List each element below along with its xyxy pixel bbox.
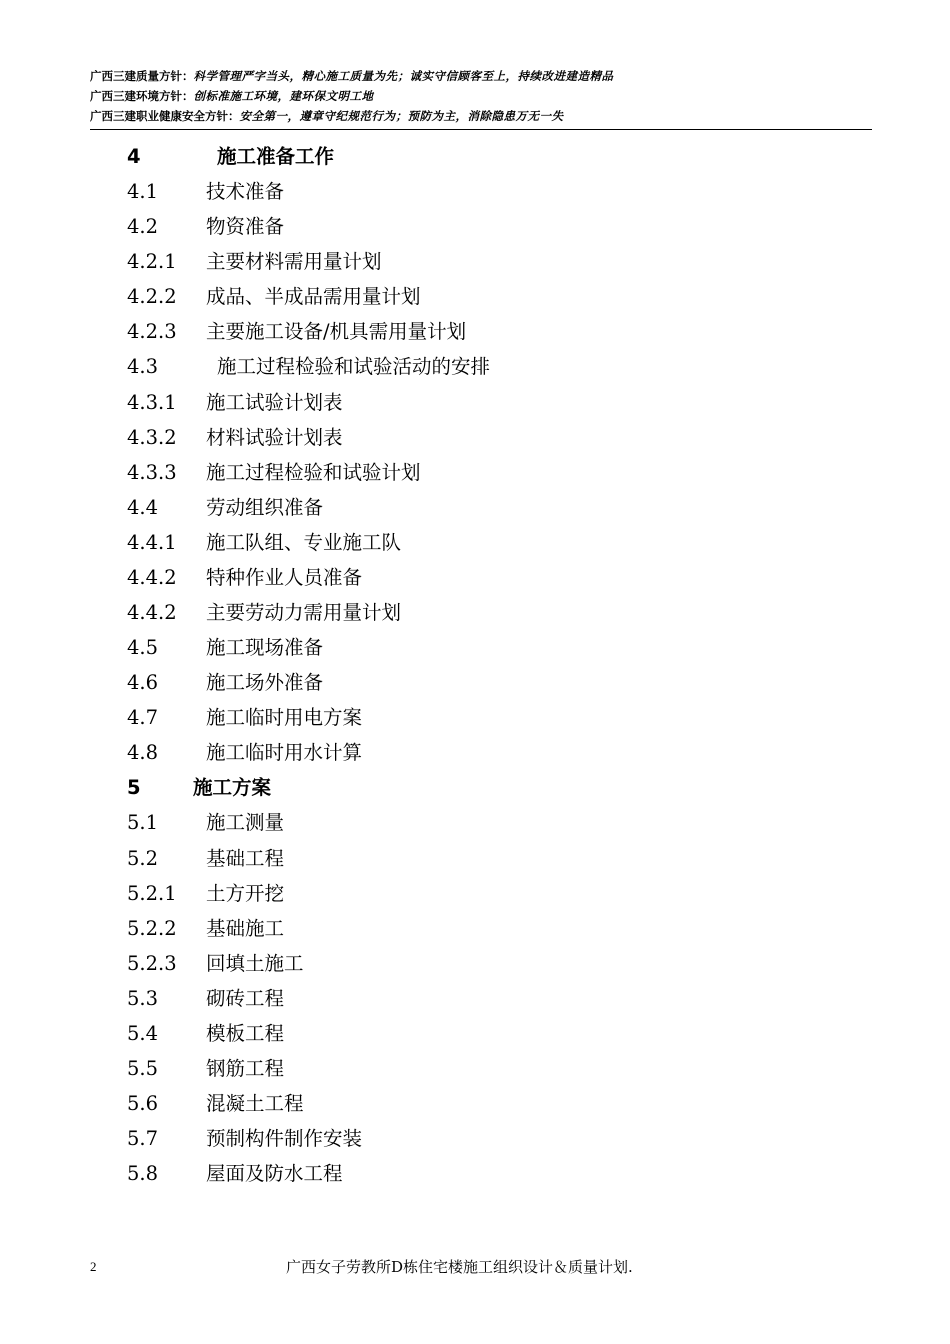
toc-entry-title: 施工方案 bbox=[193, 776, 272, 800]
toc-entry-number: 4.6 bbox=[127, 671, 159, 695]
page-header bbox=[90, 66, 872, 126]
toc-entry-title: 主要施工设备/机具需用量计划 bbox=[206, 320, 467, 344]
toc-entry-number: 5.2 bbox=[127, 846, 159, 870]
toc-entry-title: 施工过程检验和试验计划 bbox=[206, 460, 421, 484]
policy-label: 广西三建职业健康安全方针： bbox=[90, 109, 240, 123]
toc-entry-title: 成品、半成品需用量计划 bbox=[206, 285, 421, 309]
policy-text: 科学管理严字当头，精心施工质量为先；诚实守信顾客至上，持续改进建造精品 bbox=[193, 69, 614, 83]
toc-entry-number: 5.3 bbox=[127, 986, 159, 1010]
toc-entry-number: 5.1 bbox=[127, 811, 159, 835]
environment-policy-line bbox=[90, 86, 872, 106]
policy-text: 创标准施工环境，建环保文明工地 bbox=[193, 89, 374, 103]
toc-entry-number: 5.4 bbox=[127, 1021, 159, 1045]
toc-entry-number: 5 bbox=[127, 776, 141, 800]
toc-entry-title: 混凝土工程 bbox=[206, 1092, 304, 1116]
toc-entry-title: 物资准备 bbox=[206, 215, 285, 239]
toc-entry-title: 基础施工 bbox=[206, 916, 285, 940]
toc-entry-title: 施工试验计划表 bbox=[206, 390, 343, 414]
toc-entry-number: 4.4.1 bbox=[127, 530, 177, 554]
toc-entry-title: 预制构件制作安装 bbox=[206, 1127, 363, 1151]
toc-entry-title: 劳动组织准备 bbox=[206, 495, 324, 519]
toc-entry-number: 5.8 bbox=[127, 1162, 159, 1186]
toc-entry-number: 4.1 bbox=[127, 180, 159, 204]
toc-entry-number: 4.4.2 bbox=[127, 565, 177, 589]
toc-entry-title: 技术准备 bbox=[206, 180, 285, 204]
toc-entry-title: 施工场外准备 bbox=[206, 671, 324, 695]
toc-entry-number: 4.4.2 bbox=[127, 601, 177, 625]
toc-entry-title: 屋面及防水工程 bbox=[206, 1162, 343, 1186]
toc-entry-number: 4.2.1 bbox=[127, 250, 177, 274]
page-number: 2 bbox=[90, 1259, 97, 1274]
toc-entry-number: 5.2.2 bbox=[127, 916, 177, 940]
toc-entry-title: 主要劳动力需用量计划 bbox=[206, 601, 402, 625]
toc-entry-number: 5.6 bbox=[127, 1092, 159, 1116]
toc-entry-number: 4.3.2 bbox=[127, 425, 177, 449]
toc-entry-title: 施工过程检验和试验活动的安排 bbox=[217, 355, 491, 379]
footer-title: 广西女子劳教所D栋住宅楼施工组织设计＆质量计划. bbox=[286, 1258, 633, 1276]
quality-policy-line bbox=[90, 66, 872, 86]
toc-entry-number: 4.7 bbox=[127, 706, 159, 730]
toc-entry-title: 施工测量 bbox=[206, 811, 285, 835]
toc-entry-title: 基础工程 bbox=[206, 846, 285, 870]
toc-entry-title: 砌砖工程 bbox=[206, 986, 285, 1010]
toc-entry-title: 施工现场准备 bbox=[206, 636, 324, 660]
toc-entry-number: 5.2.1 bbox=[127, 881, 177, 905]
toc-entry-title: 施工临时用水计算 bbox=[206, 741, 363, 765]
policy-label: 广西三建环境方针： bbox=[90, 89, 194, 103]
toc-entry-title: 模板工程 bbox=[206, 1021, 285, 1045]
header-rule bbox=[90, 129, 872, 130]
toc-entry-number: 4 bbox=[127, 145, 141, 168]
toc-entry-title: 材料试验计划表 bbox=[206, 425, 343, 449]
toc-entry-title: 施工队组、专业施工队 bbox=[206, 530, 402, 554]
toc-entry-number: 4.2 bbox=[127, 215, 159, 239]
toc-entry-title: 施工临时用电方案 bbox=[206, 706, 363, 730]
toc-entry-number: 4.3.1 bbox=[127, 390, 177, 414]
toc-entry-number: 4.5 bbox=[127, 636, 159, 660]
toc-entry-title: 钢筋工程 bbox=[206, 1057, 285, 1081]
toc-entry-number: 4.8 bbox=[127, 741, 159, 765]
toc-entry-number: 4.3 bbox=[127, 355, 159, 379]
toc-entry-number: 4.2.3 bbox=[127, 320, 177, 344]
toc-entry-title: 回填土施工 bbox=[206, 951, 304, 975]
safety-policy-line bbox=[90, 106, 872, 126]
toc-entry-number: 4.2.2 bbox=[127, 285, 177, 309]
policy-text: 安全第一，遵章守纪规范行为；预防为主，消除隐患万无一失 bbox=[239, 109, 564, 123]
toc-entry-number: 5.2.3 bbox=[127, 951, 177, 975]
toc-entry-title: 特种作业人员准备 bbox=[206, 565, 363, 589]
toc-entry-title: 施工准备工作 bbox=[217, 145, 335, 168]
toc-entry-number: 4.3.3 bbox=[127, 460, 177, 484]
toc-entry-number: 5.5 bbox=[127, 1057, 159, 1081]
toc-entry-number: 4.4 bbox=[127, 495, 159, 519]
toc-entry-title: 土方开挖 bbox=[206, 881, 285, 905]
toc-entry-title: 主要材料需用量计划 bbox=[206, 250, 382, 274]
toc-entry-number: 5.7 bbox=[127, 1127, 159, 1151]
policy-label: 广西三建质量方针： bbox=[90, 69, 194, 83]
